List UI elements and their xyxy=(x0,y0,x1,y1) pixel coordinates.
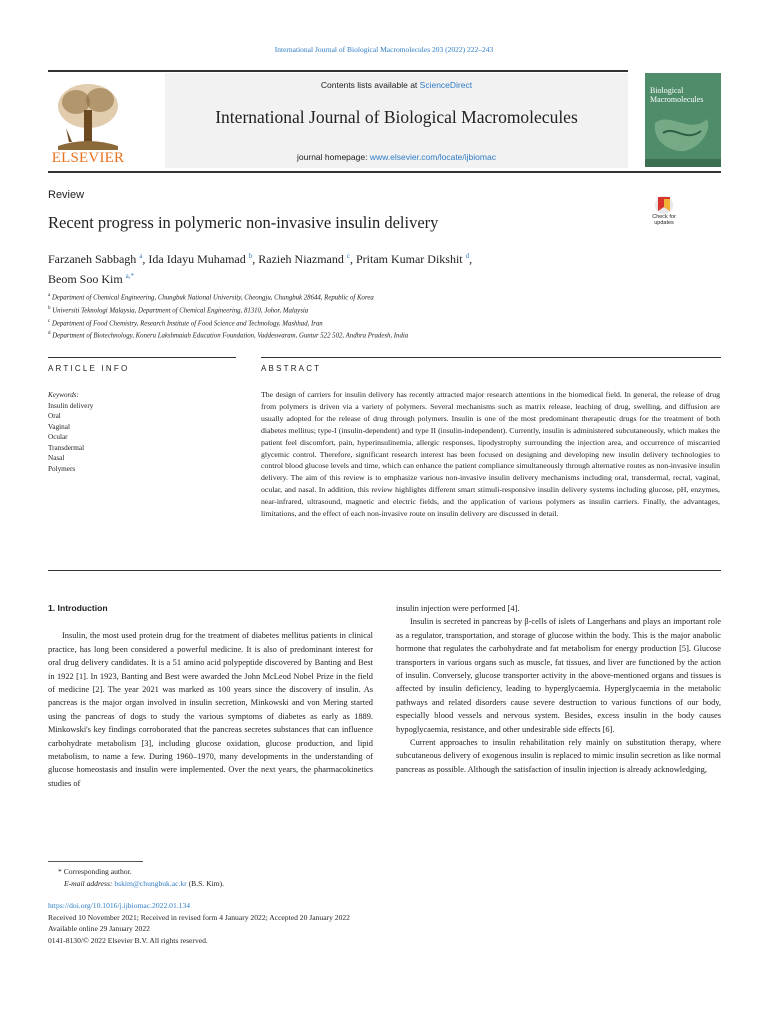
email-link[interactable]: bskim@chungbuk.ac.kr xyxy=(114,878,187,888)
affiliation-text: Universiti Teknologi Malaysia, Department of Chemical Engineering, 81310, Johor, Malaysia xyxy=(52,307,309,315)
body-paragraph: Insulin is secreted in pancreas by β-cells of islets of Langerhans and plays an important role as a regulator, transportation, and storage of glucose within the body. This is the major anabolic hormone that regulates the carbohydrate and fat metabolism for energy production [5]. Glucose transporters in various organs such as muscle, fat tissues, and liver are functioned by the action of insulin. Conversely, glucose transporter activity in the above-mentioned organs and tissues is affected by insulin deficiency, leading to hyperglycaemia. Hyperglycaemia in the metabolic pathways and related disorders cause severe destruction to various functions of our body, especially blood vessels and nervous system. Besides, excess insulin in the body causes hypoglycaemia, resistance, and other undesirable side effects [6]. xyxy=(396,617,721,734)
author-affil-marker[interactable]: c xyxy=(346,252,350,260)
keyword-item: Insulin delivery xyxy=(48,401,94,410)
section-heading-introduction: 1. Introduction xyxy=(48,603,108,613)
received-dates: Received 10 November 2021; Received in revised form 4 January 2022; Accepted 20 January 2022 xyxy=(48,912,350,922)
keyword-item: Polymers xyxy=(48,464,76,473)
author-affil-marker[interactable]: a,* xyxy=(125,272,135,280)
running-header[interactable]: International Journal of Biological Macromolecules 203 (2022) 222–243 xyxy=(274,45,494,54)
copyright-line: 0141-8130/© 2022 Elsevier B.V. All rights reserved. xyxy=(48,935,208,945)
corresponding-author-note: * Corresponding author. xyxy=(58,867,132,876)
available-online-date: Available online 29 January 2022 xyxy=(48,924,150,933)
article-info-rule xyxy=(48,357,236,358)
keyword-item: Nasal xyxy=(48,454,65,462)
homepage-prefix: journal homepage: xyxy=(297,152,370,162)
body-paragraph-continuation: insulin injection were performed [4]. xyxy=(396,604,520,613)
body-paragraph: Current approaches to insulin rehabilitation rely mainly on substitution therapy, where subcutaneous delivery of exogenous insulin is replaced to mimic insulin secretion as like normal pancreas as possible. Although the satisfaction of insulin injection is already acknowledging, xyxy=(396,738,721,774)
keywords-label: Keywords: xyxy=(48,391,79,399)
author-list: Farzaneh Sabbagh $^a$, Ida Idayu Muhamad $^b$, Razieh Niazmand $^c$, Pritam Kumar Dikshit $^d$, Beom Soo Kim $^{a,*}$ xyxy=(48,252,473,286)
doi-link[interactable]: https://doi.org/10.1016/j.ijbiomac.2022.01.134 xyxy=(48,901,191,910)
publisher-wordmark: ELSEVIER xyxy=(51,150,125,166)
keyword-item: Ocular xyxy=(48,433,68,441)
author-name[interactable]: Beom Soo Kim xyxy=(48,272,123,286)
keyword-item: Transdermal xyxy=(48,443,85,452)
affiliation-item xyxy=(48,329,708,342)
author-affil-marker[interactable]: b xyxy=(248,252,253,260)
journal-homepage-line xyxy=(165,152,628,162)
footnotes xyxy=(48,866,721,889)
sciencedirect-link[interactable]: ScienceDirect xyxy=(419,80,473,90)
body-paragraph: Insulin, the most used protein drug for the treatment of diabetes mellitus patients in clinical practice, has long been considered a powerful medicine. It is also of predominant interest for oral drug delivery candidates. It is a 51 amino acid polypeptide discovered by Banting and Best in 1922 [1]. In 1923, Banting and Best were awarded the John McLeod Nobel Prize in the field of medicine [2]. The year 2021 was marked as 100 years since the discovery of insulin. As pancreas is the major organ involved in insulin secretion, Minkowski and von Mering started using the pancreas of dogs to study the various symptoms of diabetes as early as 1889. Minkowski's key findings corroborated that the pancreas secretes substances that can influence carbohydrate metabolism [3], including glucose oxidation, glucose production, and lipid metabolism, to name a few. During 1960–1970, many developments in the understanding of glucose homeostasis and insulin were implemented. Over the next years, the pharmacokinetics studies of xyxy=(48,631,373,788)
paper-title: Recent progress in polymeric non-invasive insulin delivery xyxy=(48,213,439,232)
author-name[interactable]: Ida Idayu Muhamad xyxy=(148,252,246,266)
affiliation-item xyxy=(48,317,708,330)
email-suffix: (B.S. Kim). xyxy=(186,878,225,888)
abstract-bottom-rule xyxy=(48,570,721,571)
article-info-heading: ARTICLE INFO xyxy=(48,364,130,373)
author-affil-marker[interactable]: d xyxy=(465,252,470,260)
journal-homepage-link[interactable]: www.elsevier.com/locate/ijbiomac xyxy=(369,152,496,162)
affiliation-marker: d xyxy=(48,331,51,337)
affiliation-list xyxy=(48,291,708,342)
author-name[interactable]: Razieh Niazmand xyxy=(258,252,344,266)
affiliation-text: Department of Food Chemistry, Research Institute of Food Science and Technology, Mashhad, Iran xyxy=(51,319,323,327)
publication-info xyxy=(48,900,721,946)
affiliation-item xyxy=(48,291,708,304)
article-type: Review xyxy=(48,189,85,201)
contents-prefix: Contents lists available at xyxy=(320,80,420,90)
keyword-item: Vaginal xyxy=(48,422,70,431)
affiliation-marker: b xyxy=(48,305,51,311)
body-column-right xyxy=(396,602,721,776)
email-label: E-mail address: xyxy=(64,878,115,888)
check-for-updates-label: Check for updates xyxy=(652,214,676,226)
abstract-heading: ABSTRACT xyxy=(261,364,322,373)
banner-rule-bottom xyxy=(48,171,721,173)
keywords-block xyxy=(48,390,228,474)
email-note xyxy=(48,878,721,890)
author-name[interactable]: Farzaneh Sabbagh xyxy=(48,252,137,266)
affiliation-text: Department of Biotechnology, Koneru Lakshmaiah Education Foundation, Vaddeswaram, Guntur 522 502, Andhra Pradesh, India xyxy=(52,332,409,340)
author-affil-marker[interactable]: a xyxy=(139,252,143,260)
keyword-item: Oral xyxy=(48,412,61,420)
affiliation-item xyxy=(48,304,708,317)
cover-title: Biological Macromolecules xyxy=(650,86,704,104)
footnote-rule xyxy=(48,861,143,862)
affiliation-marker: c xyxy=(48,318,51,324)
contents-available-line xyxy=(165,80,628,90)
author-name[interactable]: Pritam Kumar Dikshit xyxy=(355,252,463,266)
affiliation-marker: a xyxy=(48,293,51,298)
banner-rule-top xyxy=(48,70,628,72)
body-column-left xyxy=(48,602,373,790)
affiliation-text: Department of Chemical Engineering, Chungbuk National University, Cheongju, Chungbuk 28644, Republic of Korea xyxy=(51,294,374,302)
abstract-rule xyxy=(261,357,721,358)
abstract-text: The design of carriers for insulin delivery has recently attracted major research attentions in the biomedical field. In general, the release of drug from polymers is driven via a variety of polymers. Several mechanisms such as matrix release, leaching of drug, swelling, and diffusion are usually adopted for the release of drug through polymers. Insulin is one of the most predominant therapeutic drugs for the treatment of both diabetes mellitus; type-I (insulin-dependent) and type II (insulin-independent). Currently, insulin is administered subcutaneously, which makes the patient feel discomfort, pain, hyperinsulinemia, allergic responses, lipodystrophy surrounding the injection area, and occurrence of miscarried glycemic control. Therefore, significant research interest has been focused on designing and developing new insulin delivery technologies to control blood glucose levels and time, which can enhance the patient compliance simultaneously through alternative routes as non-invasive insulin delivery. The aim of this review is to emphasize various non-invasive insulin delivery mechanisms including oral, transdermal, rectal, vaginal, ocular, and nasal. In addition, this review highlights different smart stimuli-responsive insulin delivery systems including glucose, pH, enzymes, near-infrared, ultrasound, magnetic and electric fields, and the application of various polymers as insulin carriers. Finally, the advantages, limitations, and the effect of each non-invasive route on insulin delivery are discussed in detail. xyxy=(261,390,720,519)
journal-title: International Journal of Biological Macromolecules xyxy=(215,107,578,127)
